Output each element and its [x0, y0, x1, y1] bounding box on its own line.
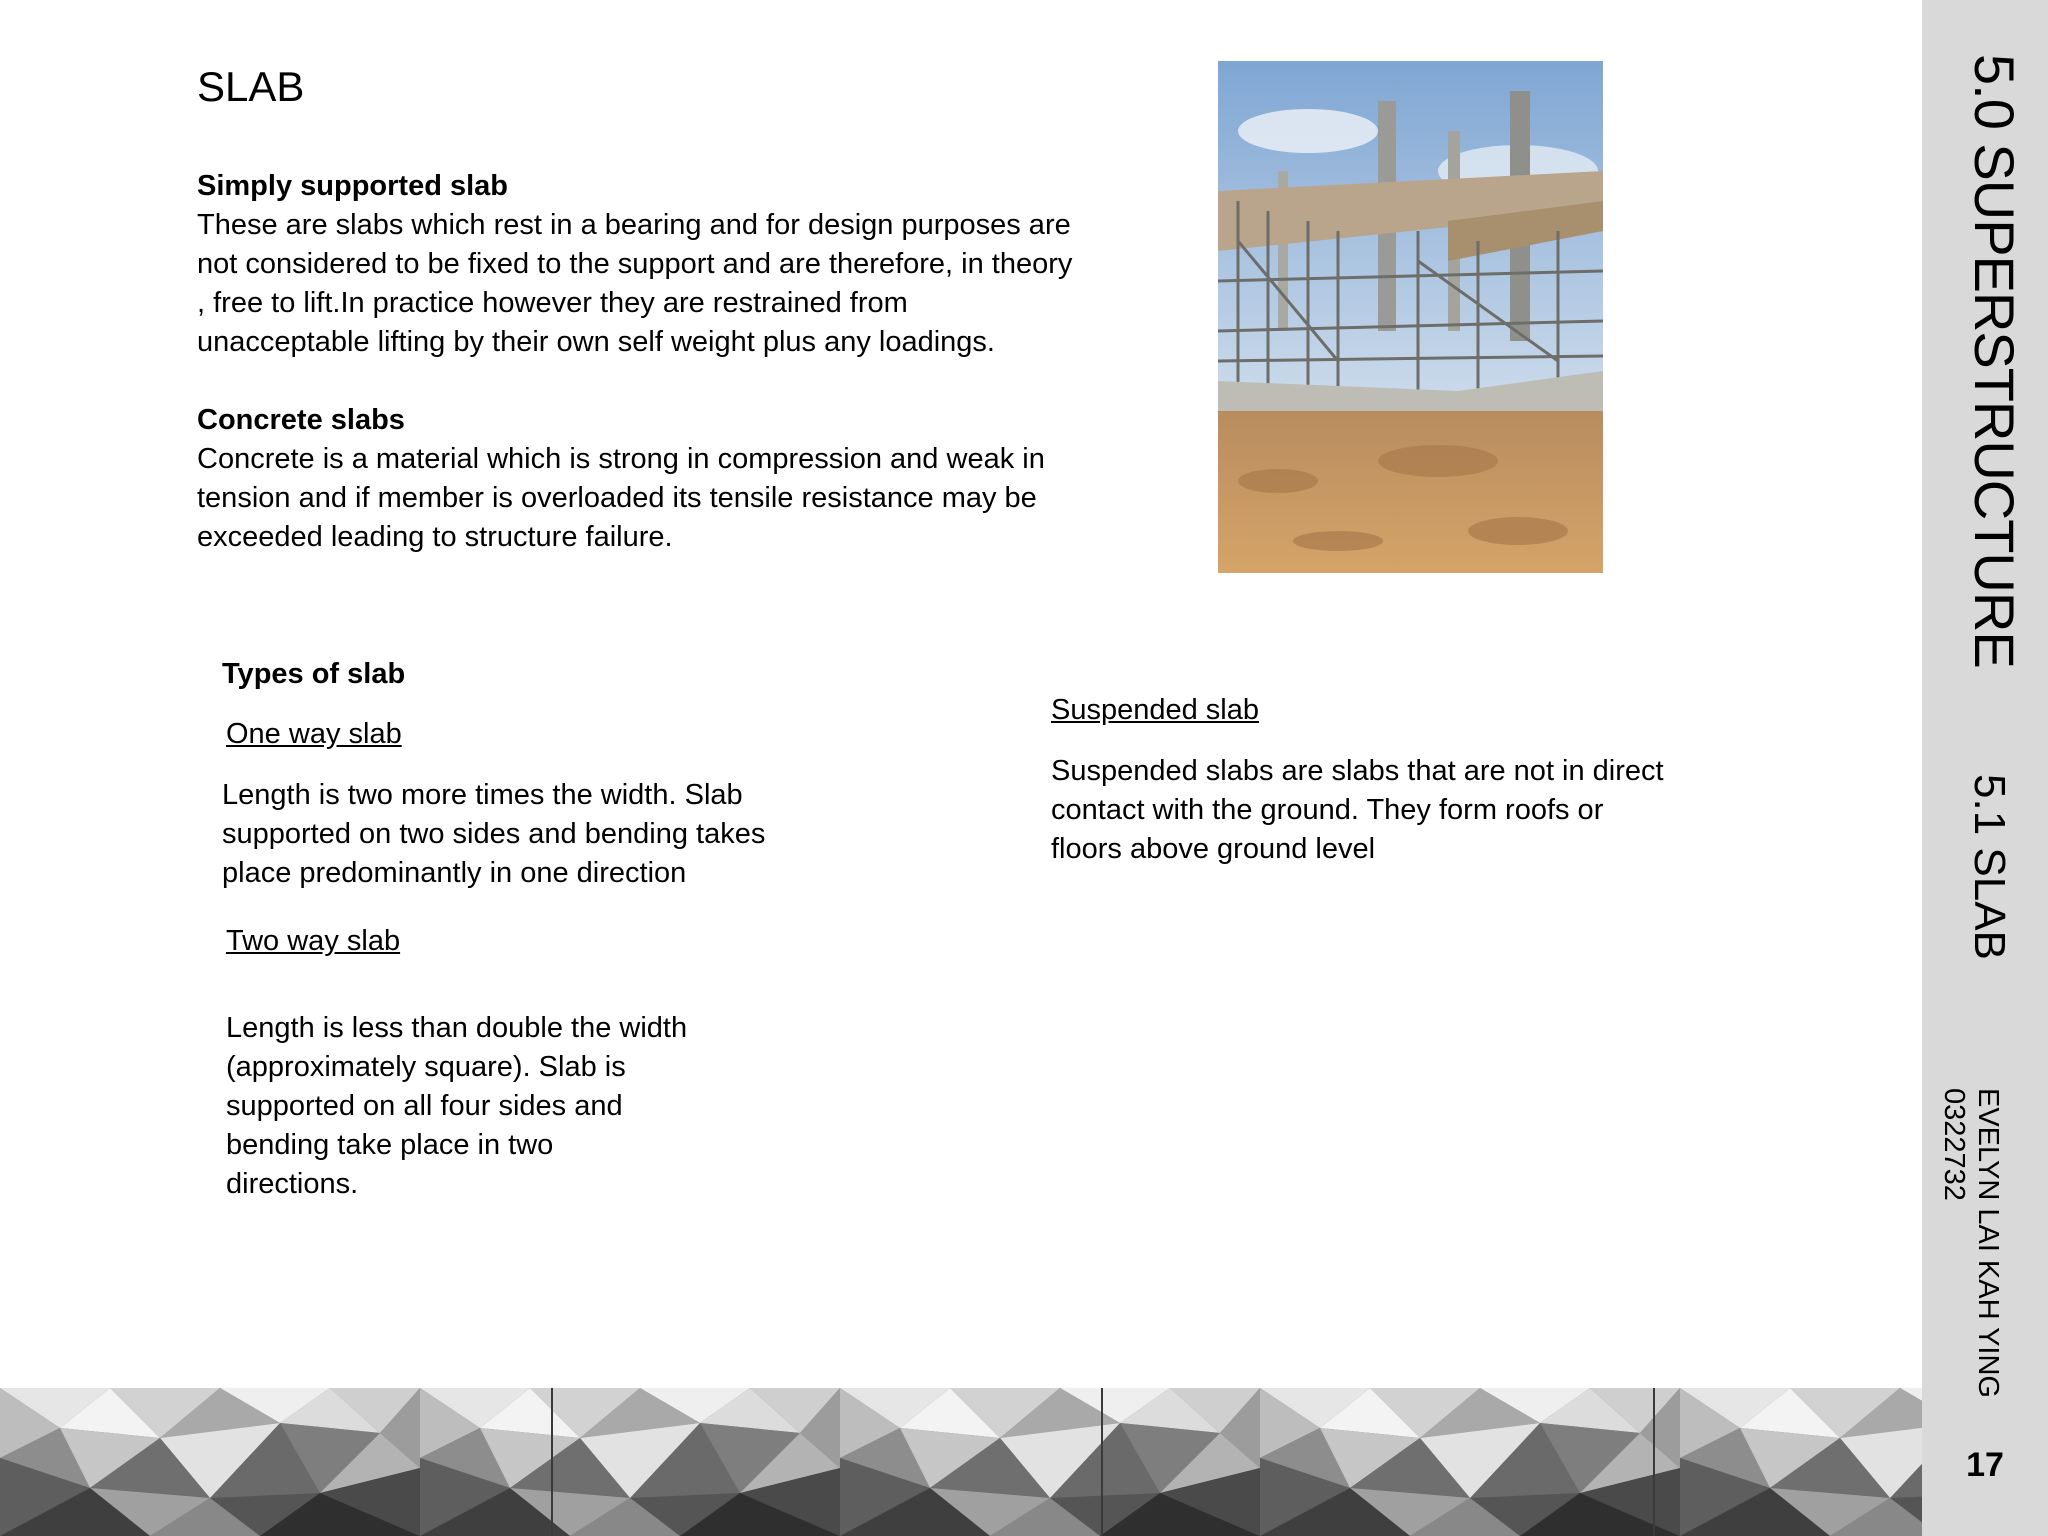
suspended-slab-description [1051, 752, 1771, 869]
one-way-slab-description [222, 776, 822, 893]
one-way-line: Length is two more times the width. Slab [222, 779, 743, 811]
concrete-slabs-line: tension and if member is overloaded its tensile resistance may be [197, 482, 1037, 514]
two-way-line: supported on all four sides and [226, 1090, 623, 1122]
low-poly-pattern [0, 1388, 1922, 1536]
concrete-slabs-section [197, 401, 1157, 557]
chapter-title: 5.0 SUPERSTRUCTURE [1963, 54, 2026, 668]
one-way-slab-label: One way slab [226, 718, 402, 750]
concrete-slabs-line: Concrete is a material which is strong in compression and weak in [197, 443, 1045, 475]
suspended-line: floors above ground level [1051, 833, 1376, 865]
types-of-slab-heading: Types of slab [222, 658, 406, 690]
page-title: SLAB [197, 63, 305, 110]
simply-supported-line: unacceptable lifting by their own self weight plus any loadings. [197, 326, 995, 358]
suspended-slab-label: Suspended slab [1051, 694, 1259, 726]
one-way-line: place predominantly in one direction [222, 857, 687, 889]
two-way-slab-description [226, 1009, 786, 1204]
suspended-line: Suspended slabs are slabs that are not in direct [1051, 755, 1664, 787]
page-number: 17 [1966, 1446, 2004, 1484]
construction-site-photo [1218, 61, 1603, 573]
two-way-line: directions. [226, 1168, 359, 1200]
section-title: 5.1 SLAB [1965, 774, 2014, 960]
author-block [1937, 1088, 2005, 1398]
one-way-line: supported on two sides and bending takes [222, 818, 766, 850]
author-id: 0322732 [1938, 1088, 1970, 1201]
concrete-slabs-heading: Concrete slabs [197, 404, 405, 436]
simply-supported-line: , free to lift.In practice however they are restrained from [197, 287, 908, 319]
author-name: EVELYN LAI KAH YING [1972, 1088, 2004, 1398]
two-way-line: (approximately square). Slab is [226, 1051, 626, 1083]
two-way-line: Length is less than double the width [226, 1012, 688, 1044]
two-way-slab-label: Two way slab [226, 925, 401, 957]
two-way-line: bending take place in two [226, 1129, 554, 1161]
simply-supported-section [197, 167, 1157, 362]
suspended-line: contact with the ground. They form roofs or [1051, 794, 1604, 826]
simply-supported-heading: Simply supported slab [197, 170, 508, 202]
footer-polygon-pattern [0, 1388, 1922, 1536]
simply-supported-line: not considered to be fixed to the support and are therefore, in theory [197, 248, 1073, 280]
concrete-slabs-line: exceeded leading to structure failure. [197, 521, 673, 553]
simply-supported-line: These are slabs which rest in a bearing and for design purposes are [197, 209, 1071, 241]
construction-site-illustration [1218, 61, 1603, 573]
